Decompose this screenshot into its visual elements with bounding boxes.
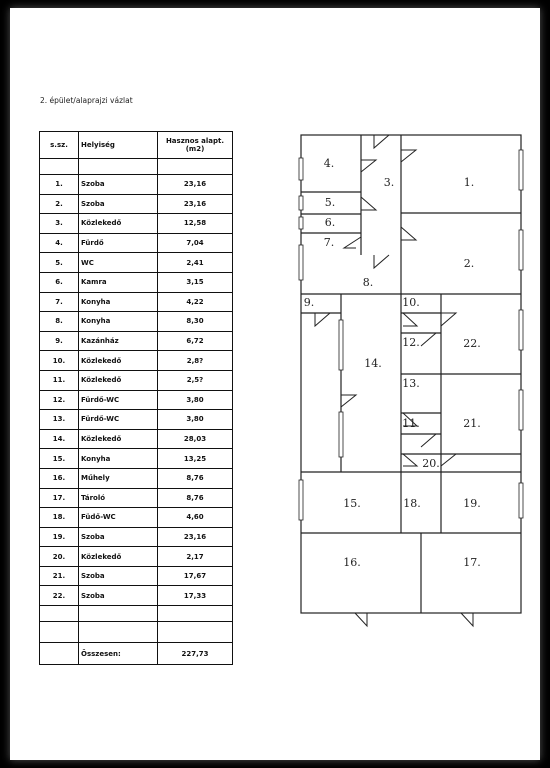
row-area: 23,16 bbox=[158, 175, 233, 195]
room-label: 4. bbox=[323, 157, 335, 170]
row-area: 7,04 bbox=[158, 233, 233, 253]
row-num: 16. bbox=[40, 468, 79, 488]
row-area: 4,22 bbox=[158, 292, 233, 312]
row-num: 14. bbox=[40, 429, 79, 449]
room-label: 22. bbox=[463, 337, 481, 350]
row-room: Fürdő-WC bbox=[79, 410, 158, 430]
row-num: 21. bbox=[40, 566, 79, 586]
row-area: 23,16 bbox=[158, 194, 233, 214]
room-label: 5. bbox=[324, 196, 336, 209]
row-room: Műhely bbox=[79, 468, 158, 488]
row-area: 3,15 bbox=[158, 272, 233, 292]
room-label: 8. bbox=[362, 276, 374, 289]
room-label: 20. bbox=[422, 457, 440, 470]
header-area: Hasznos alapt. (m2) bbox=[158, 132, 233, 159]
row-room: Szoba bbox=[79, 586, 158, 606]
row-num: 9. bbox=[40, 331, 79, 351]
row-num: 7. bbox=[40, 292, 79, 312]
row-num: 19. bbox=[40, 527, 79, 547]
row-area: 23,16 bbox=[158, 527, 233, 547]
row-area: 2,41 bbox=[158, 253, 233, 273]
room-label: 10. bbox=[402, 296, 420, 309]
room-label: 15. bbox=[343, 497, 361, 510]
row-area: 17,33 bbox=[158, 586, 233, 606]
room-label: 14. bbox=[364, 357, 382, 370]
total-value: 227,73 bbox=[158, 643, 233, 665]
row-room: Közlekedő bbox=[79, 429, 158, 449]
row-room: Szoba bbox=[79, 194, 158, 214]
row-num: 18. bbox=[40, 508, 79, 528]
door-marks bbox=[315, 135, 473, 626]
room-label: 6. bbox=[324, 216, 336, 229]
room-label: 12. bbox=[402, 336, 420, 349]
row-room: Szoba bbox=[79, 527, 158, 547]
room-label: 17. bbox=[463, 556, 481, 569]
row-num: 17. bbox=[40, 488, 79, 508]
row-num: 11. bbox=[40, 370, 79, 390]
row-area: 2,17 bbox=[158, 547, 233, 567]
row-num: 15. bbox=[40, 449, 79, 469]
room-label: 3. bbox=[383, 176, 395, 189]
row-num: 3. bbox=[40, 214, 79, 234]
row-num: 6. bbox=[40, 272, 79, 292]
header-room: Helyiség bbox=[79, 132, 158, 159]
row-num: 5. bbox=[40, 253, 79, 273]
row-room: Konyha bbox=[79, 292, 158, 312]
room-label: 19. bbox=[463, 497, 481, 510]
row-room: Szoba bbox=[79, 175, 158, 195]
room-label: 18. bbox=[403, 497, 421, 510]
row-num: 10. bbox=[40, 351, 79, 371]
room-label: 21. bbox=[463, 417, 481, 430]
row-room: Tároló bbox=[79, 488, 158, 508]
room-label: 1. bbox=[463, 176, 475, 189]
room-label: 16. bbox=[343, 556, 361, 569]
row-num: 22. bbox=[40, 586, 79, 606]
row-area: 2,5? bbox=[158, 370, 233, 390]
row-num: 20. bbox=[40, 547, 79, 567]
row-room: Közlekedő bbox=[79, 370, 158, 390]
row-room: Közlekedő bbox=[79, 547, 158, 567]
row-room: Konyha bbox=[79, 312, 158, 332]
row-num: 1. bbox=[40, 175, 79, 195]
row-num: 12. bbox=[40, 390, 79, 410]
row-num: 13. bbox=[40, 410, 79, 430]
row-num: 4. bbox=[40, 233, 79, 253]
room-label: 2. bbox=[463, 257, 475, 270]
total-label: Összesen: bbox=[79, 643, 158, 665]
row-num: 8. bbox=[40, 312, 79, 332]
row-room: Füdő-WC bbox=[79, 508, 158, 528]
row-area: 13,25 bbox=[158, 449, 233, 469]
row-area: 3,80 bbox=[158, 390, 233, 410]
row-area: 12,58 bbox=[158, 214, 233, 234]
row-num: 2. bbox=[40, 194, 79, 214]
row-area: 6,72 bbox=[158, 331, 233, 351]
row-room: Fürdő bbox=[79, 233, 158, 253]
row-area: 8,30 bbox=[158, 312, 233, 332]
room-label: 11. bbox=[402, 417, 420, 430]
row-room: Konyha bbox=[79, 449, 158, 469]
row-area: 4,60 bbox=[158, 508, 233, 528]
row-area: 8,76 bbox=[158, 468, 233, 488]
row-area: 17,67 bbox=[158, 566, 233, 586]
room-label: 9. bbox=[303, 296, 315, 309]
row-area: 8,76 bbox=[158, 488, 233, 508]
row-room: Kazánház bbox=[79, 331, 158, 351]
row-area: 28,03 bbox=[158, 429, 233, 449]
row-room: Kamra bbox=[79, 272, 158, 292]
document-title: 2. épület/alaprajzi vázlat bbox=[40, 96, 133, 105]
row-room: Fürdő-WC bbox=[79, 390, 158, 410]
row-room: Közlekedő bbox=[79, 214, 158, 234]
room-label: 7. bbox=[323, 236, 335, 249]
row-room: WC bbox=[79, 253, 158, 273]
row-area: 2,8? bbox=[158, 351, 233, 371]
row-room: Szoba bbox=[79, 566, 158, 586]
room-label: 13. bbox=[402, 377, 420, 390]
row-room: Közlekedő bbox=[79, 351, 158, 371]
header-num: s.sz. bbox=[40, 132, 79, 159]
row-area: 3,80 bbox=[158, 410, 233, 430]
